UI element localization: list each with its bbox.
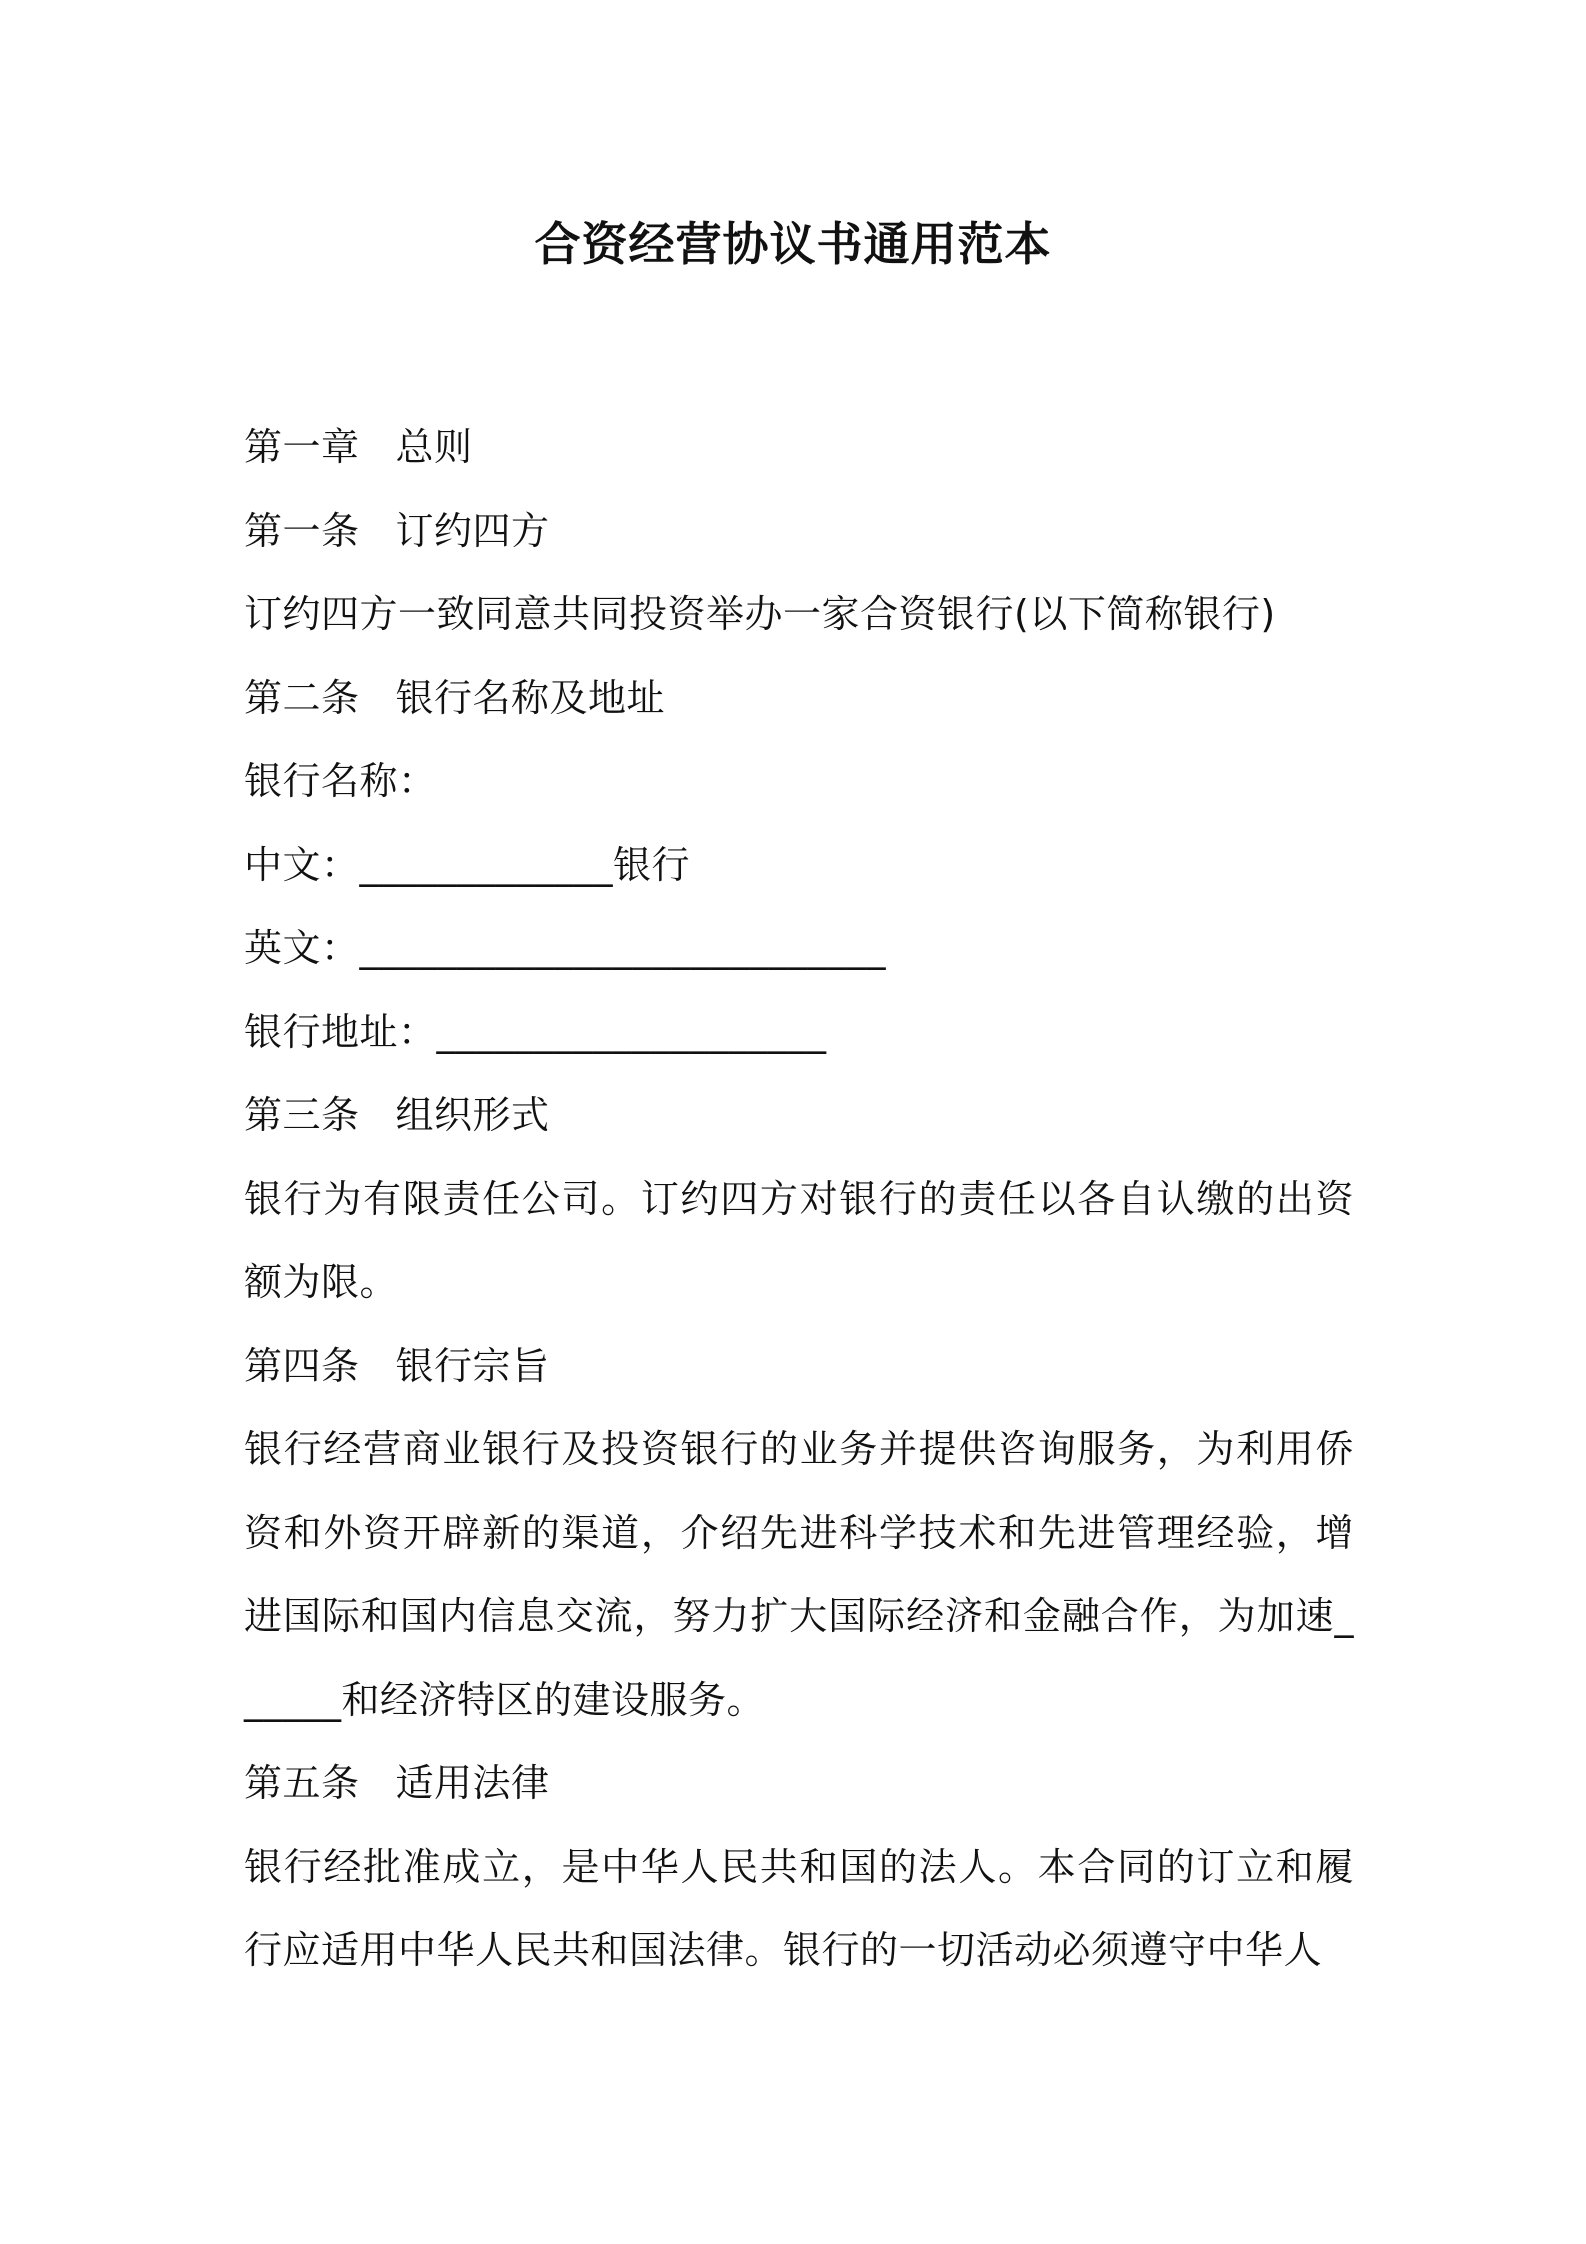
article-4-heading (244, 1325, 1364, 1409)
article-2-name: 银行名称及地址 (395, 675, 666, 720)
english-name-line: 英文：___________________________ (244, 926, 887, 970)
article-1-heading (244, 490, 1364, 574)
document-body (244, 406, 1364, 1993)
article-3-name: 组织形式 (395, 1093, 550, 1137)
article-5-number: 第五条 (244, 1761, 360, 1805)
article-2-heading (244, 657, 1364, 741)
article-1-number: 第一条 (244, 508, 360, 553)
article-5-body: 银行经批准成立，是中华人民共和国的法人。本合同的订立和履行应适用中华人民共和国法律。银行的一切活动必须遵守中华人 (244, 1844, 1354, 1972)
chinese-name-line: 中文：_____________银行 (244, 842, 691, 887)
article-1-name: 订约四方 (395, 508, 550, 553)
article-3-heading (244, 1074, 1364, 1158)
article-4-name: 银行宗旨 (395, 1343, 550, 1388)
bank-address-line: 银行地址：____________________ (244, 1009, 827, 1054)
article-1-body: 订约四方一致同意共同投资举办一家合资银行(以下简称银行) (244, 592, 1276, 636)
article-4-number: 第四条 (244, 1343, 360, 1388)
article-5-name: 适用法律 (395, 1761, 550, 1805)
article-4-body: 银行经营商业银行及投资银行的业务并提供咨询服务，为利用侨资和外资开辟新的渠道，介绍先进科学技术和先进管理经验，增进国际和国内信息交流，努力扩大国际经济和金融合作，为加速______和经济特区的建设服务。 (244, 1427, 1354, 1722)
article-3-number: 第三条 (244, 1093, 360, 1137)
chapter-heading (244, 406, 1364, 490)
chapter-number: 第一章 (244, 425, 360, 469)
document-title: 合资经营协议书通用范本 (534, 217, 1052, 271)
bank-name-label: 银行名称： (244, 759, 437, 803)
chapter-name: 总则 (395, 425, 473, 469)
article-3-body: 银行为有限责任公司。订约四方对银行的责任以各自认缴的出资额为限。 (244, 1176, 1354, 1304)
article-2-number: 第二条 (244, 675, 360, 720)
article-5-heading (244, 1742, 1364, 1826)
